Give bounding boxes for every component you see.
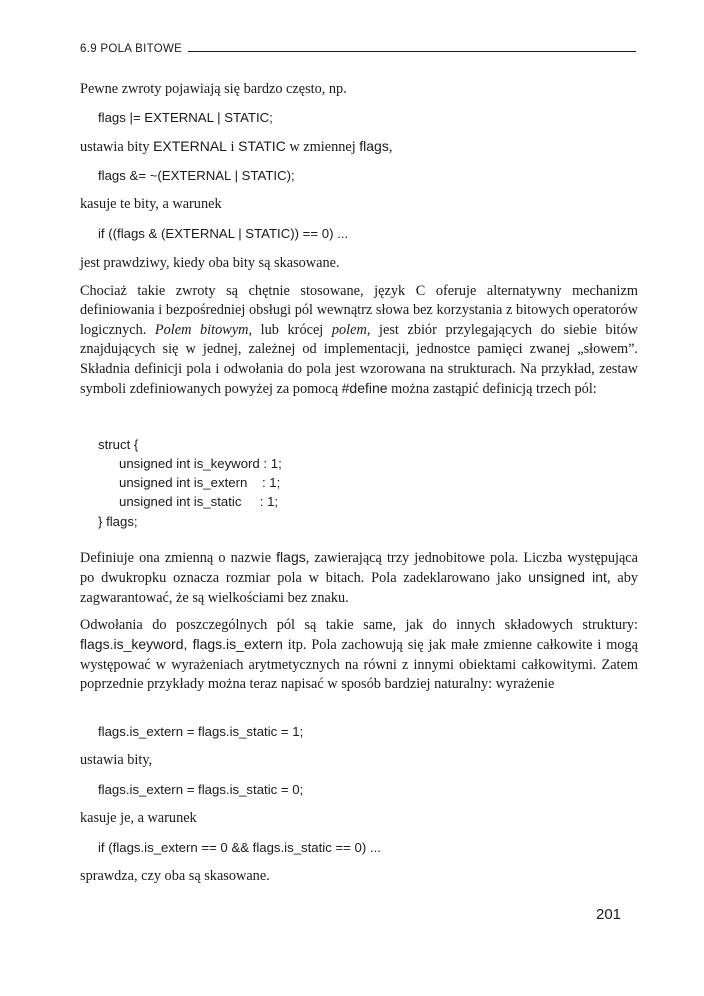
text-run: , aby zagwarantować, że są wielkościami bez znaku. [80,570,638,606]
inline-code: flags.is_keyword, flags.is_extern [80,636,283,653]
paragraph [80,616,638,695]
text-run: , [388,139,393,155]
emphasis: polem [331,321,367,338]
text-line: kasuje te bity, a warunek [80,196,222,212]
paragraph [80,282,638,399]
text-line: ustawia bity, [80,752,153,768]
text-run: Odwołania do poszczególnych pól są takie same, jak do innych składowych struktury: [80,617,638,633]
text-line: kasuje je, a warunek [80,810,197,826]
text-run: itp. Pola zachowują się jak małe zmienne całkowite i mogą występować w wyrażeniach arytmetycznych na równi z innymi obiektami całkowitymi. Zatem poprzednie przykłady można teraz napisać w sposób bardziej naturalny: wyrażenie [80,637,638,693]
running-header [80,37,636,55]
text-run: można zastąpić definicją trzech pól: [387,381,597,398]
text-run: w zmiennej [285,139,360,155]
inline-code: flags [359,138,389,154]
code-line: struct { [98,437,139,452]
paragraph [80,548,638,608]
inline-code: flags [276,549,306,565]
page-number: 201 [596,906,622,923]
text-line: Pewne zwroty pojawiają się bardzo często, np. [80,81,347,97]
code-line: flags &= ~(EXTERNAL | STATIC); [98,168,295,183]
text-line [80,136,392,157]
text-run: i [226,139,239,155]
text-run: ustawia bity [80,139,154,155]
text-run: , jest zbiór przylegających do siebie bitów znajdujących się w jednej, zależnej od implementacji, jednostce pamięci zwanej „słowem”. Składnia definicji pola i odwołania do pola jest wzorowana na strukturach. Na przykład, zestaw symboli zdefiniowanych powyżej za pomocą [80,321,638,398]
inline-code: #define [341,380,388,397]
text-run: , lub krócej [248,321,332,338]
header-rule [188,51,636,52]
code-line: flags.is_extern = flags.is_static = 0; [98,782,304,797]
text-run: Definiuje ona zmienną o nazwie [80,550,277,566]
code-line: if (flags.is_extern == 0 && flags.is_static == 0) ... [98,840,381,855]
code-line: } flags; [98,514,138,529]
code-line: flags |= EXTERNAL | STATIC; [98,110,273,125]
text-line: sprawdza, czy oba są skasowane. [80,868,270,884]
code-line: flags.is_extern = flags.is_static = 1; [98,724,304,739]
code-line: unsigned int is_static : 1; [119,494,279,509]
code-line: unsigned int is_extern : 1; [119,475,281,490]
text-run: , zawierającą trzy jednobitowe pola. Liczba występująca po dwukropku oznacza rozmiar pola w bitach. Pola zadeklarowano jako [80,550,638,587]
code-line: if ((flags & (EXTERNAL | STATIC)) == 0) ... [98,226,349,241]
text-line: jest prawdziwy, kiedy oba bity są skasowane. [80,255,340,271]
inline-code: STATIC [238,138,286,154]
emphasis: Polem bitowym [154,321,249,338]
text-run: Chociaż takie zwroty są chętnie stosowane, język C oferuje alternatywny mechanizm definiowania i bezpośredniej obsługi pól wewnątrz słowa bez korzystania z bitowych operatorów logicznych. [80,283,638,338]
inline-code: EXTERNAL [153,138,227,154]
code-line: unsigned int is_keyword : 1; [119,456,282,471]
section-title: 6.9 POLA BITOWE [80,43,183,55]
inline-code: unsigned int [528,569,607,586]
